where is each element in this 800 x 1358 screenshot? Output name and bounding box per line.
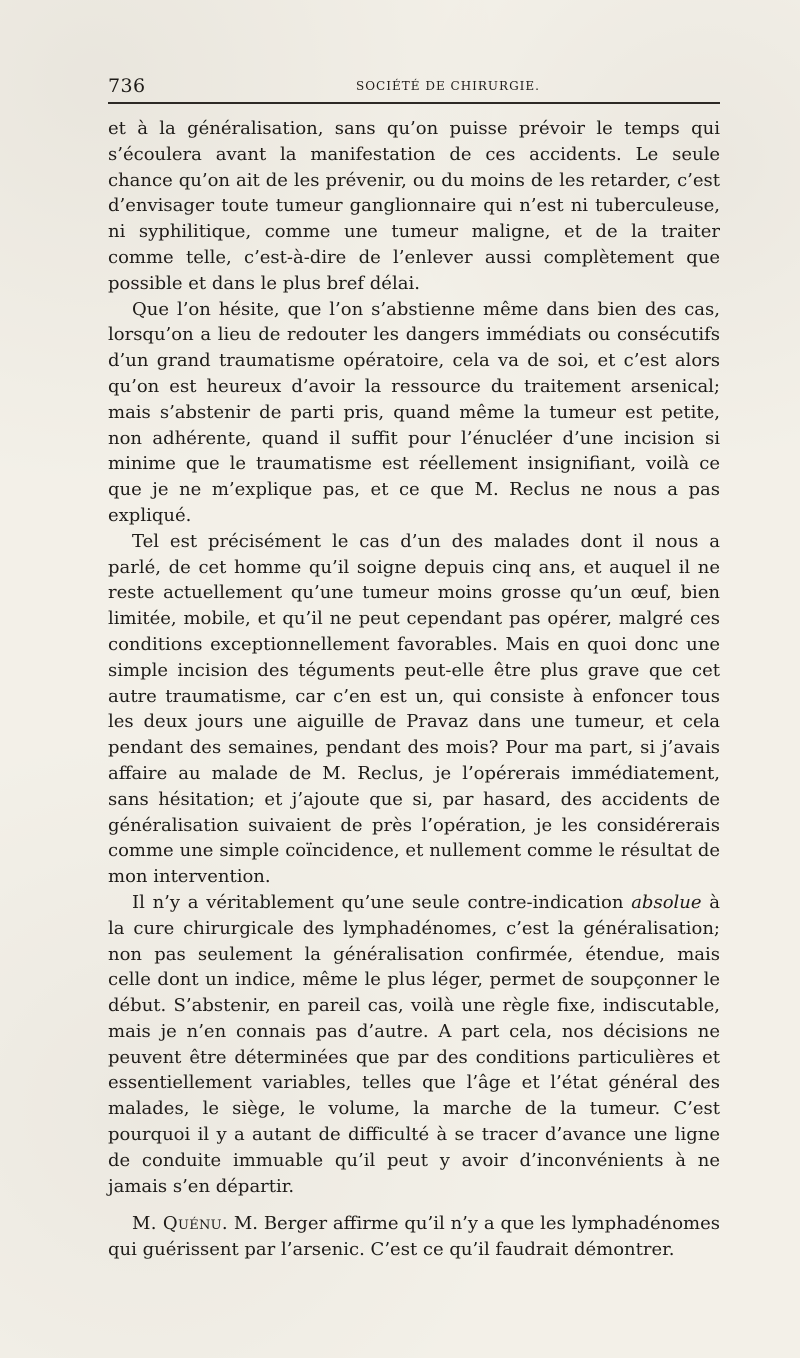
page-number: 736	[108, 75, 146, 97]
paragraph-3: Tel est précisément le cas d’un des malades dont il nous a parlé, de cet homme qu’il soigne depuis cinq ans, et auquel il ne reste actuellement qu’une tumeur moins grosse qu’un œuf, bien limitée, mobile, et qu’il ne peut cependant pas opérer, malgré ces conditions exceptionnellement favorables. Mais en quoi donc une simple incision des téguments peut-elle être plus grave que cet autre traumatisme, car c’en est un, qui consiste à enfoncer tous les deux jours une aiguille de Pravaz dans une tumeur, et cela pendant des semaines, pendant des mois? Pour ma part, si j’avais affaire au malade de M. Reclus, je l’opérerais immédiatement, sans hésitation; et j’ajoute que si, par hasard, des accidents de généralisation suivaient de près l’opération, je les considérerais comme une simple coïncidence, et nullement comme le résultat de mon intervention.	[108, 530, 720, 888]
header-rule	[108, 102, 720, 104]
paragraph-1: et à la généralisation, sans qu’on puisse prévoir le temps qui s’écoulera avant la manifestation de ces accidents. Le seule chance qu’on ait de les prévenir, ou du moins de les retarder, c’est d’envisager toute tumeur ganglionnaire qui n’est ni tuberculeuse, ni syphilitique, comme une tumeur maligne, et de la traiter comme telle, c’est-à-dire de l’enlever aussi complètement que possible et dans le plus bref délai.	[108, 118, 720, 294]
paragraph-5	[108, 1211, 720, 1263]
speaker-name: M. Quénu.	[132, 1213, 228, 1235]
paragraph-2: Que l’on hésite, que l’on s’abstienne même dans bien des cas, lorsqu’on a lieu de redouter les dangers immédiats ou consécutifs d’un grand traumatisme opératoire, cela va de soi, et c’est alors qu’on est heureux d’avoir la ressource du traitement arsenical; mais s’abstenir de parti pris, quand même la tumeur est petite, non adhérente, quand il suffit pour l’énucléer d’une incision si minime que le traumatisme est réellement insignifiant, voilà ce que je ne m’explique pas, et ce que M. Reclus ne nous a pas expliqué.	[108, 298, 720, 526]
paragraph-4	[108, 890, 720, 1200]
paragraph-4-text-start: Il n’y a véritablement qu’une seule contre-indication	[132, 891, 632, 913]
main-text	[108, 116, 720, 1263]
paragraph-4-italic-word: absolue	[631, 891, 702, 913]
paragraph-4-text-end: à la cure chirurgicale des lymphadénomes, c’est la généralisation; non pas seulement la généralisation confirmée, étendue, mais celle dont un indice, même le plus léger, permet de soupçonner le début. S’abstenir, en pareil cas, voilà une règle fixe, indiscutable, mais je n’en connais pas d’autre. A part cela, nos décisions ne peuvent être déterminées que par des conditions particulières et essentiellement variables, telles que l’âge et l’état général des malades, le siège, le volume, la marche de la tumeur. C’est pourquoi il y a autant de difficulté à se tracer d’avance une ligne de conduite immuable qu’il peut y avoir d’inconvénients à ne jamais s’en départir.	[108, 891, 720, 1197]
running-head: SOCIÉTÉ DE CHIRURGIE.	[356, 79, 540, 93]
paragraph-5-text: M. Berger affirme qu’il n’y a que les lymphadénomes qui guérissent par l’arsenic. C’est ce qu’il faudrait démontrer.	[108, 1213, 720, 1261]
page-header	[108, 74, 720, 98]
